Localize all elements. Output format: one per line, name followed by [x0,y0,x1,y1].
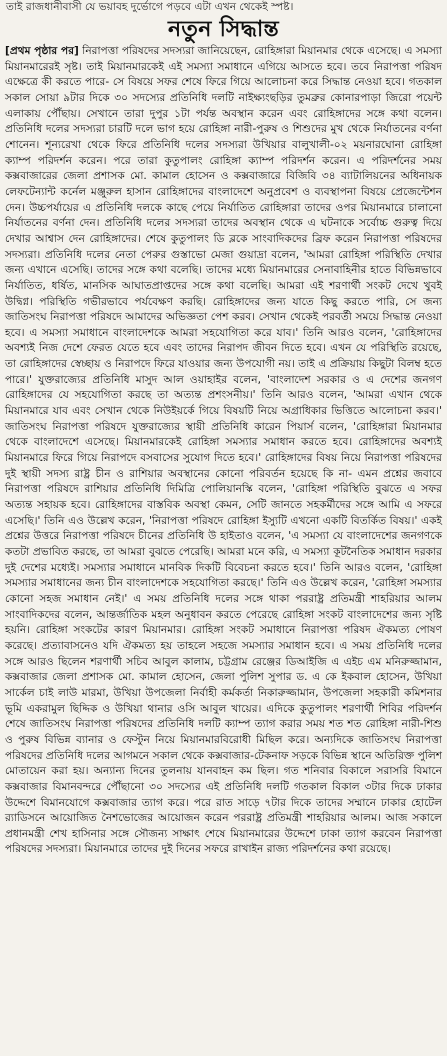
article-body [0,44,447,858]
page-footer-cut [0,1048,447,1056]
paragraph-text: নিরাপত্তা পরিষদের সদস্যরা জানিয়েছেন, রোহিঙ্গারা মিয়ানমার থেকে এসেছে। এ সমস্যা মিয়ানমারেরই সৃষ্ট। তাই মিয়ানমারকেই এই সমস্যা সমাধানে এগিয়ে আসতে হবে। তবে নিরাপত্তা পরিষদ এক্ষেত্রে কী করতে পারে- সে বিষয়ে সফর শেষে ফিরে গিয়ে আলোচনা করে সিদ্ধান্ত নেওয়া হবে। গতকাল সকাল সোয়া ৯টার দিকে ৩০ সদস্যের প্রতিনিধি দলটি নাইক্ষ্যংছড়ির তুমব্রুর কোনারপাড়া জিরো পয়েন্ট এলাকায় পৌঁছায়। সেখানে তারা দুপুর ১টা পর্যন্ত অবস্থান করেন এবং রোহিঙ্গাদের সঙ্গে কথা বলেন। প্রতিনিধি দলের সদস্যরা চারটি দলে ভাগ হয়ে রোহিঙ্গা নারী-পুরুষ ও শিশুদের মুখ থেকে নির্যাতনের বর্ণনা শোনেন। শূন্যরেখা থেকে ফিরে প্রতিনিধি দলের সদস্যরা উখিয়ার বালুখালী-০২ ময়নারঘোনা রোহিঙ্গা ক্যাম্প পরিদর্শন করেন। পরে তারা কুতুপালং রোহিঙ্গা ক্যাম্প পরিদর্শন করেন। এ পরিদর্শনের সময় কক্সবাজারের জেলা প্রশাসক মো. কামাল হোসেন ও কক্সবাজারে বিজিবি ৩৪ ব্যাটালিয়নের অধিনায়ক লেফটেন্যান্ট কর্নেল মঞ্জুরুল হাসান রোহিঙ্গাদের বাংলাদেশে অনুপ্রবেশ ও ব্যবস্থাপনা বিষয়ে প্রেজেন্টেশন দেন। উচ্চপর্যায়ের এ প্রতিনিধি দলকে কাছে পেয়ে নির্যাতিত রোহিঙ্গারা তাদের ওপর মিয়ানমারে চালানো নির্যাতনের বর্ণনা দেন। প্রতিনিধি দলের সদস্যরা তাদের অবস্থান থেকে এ ঘটনাকে সর্বোচ্চ গুরুত্ব দিয়ে দেখার আশ্বাস দেন রোহিঙ্গাদের। শেষে কুতুপালং ডি ব্লকে সাংবাদিকদের ব্রিফ করেন নিরাপত্তা পরিষদের সদস্যরা। প্রতিনিধি দলের নেতা পেরুর গুস্তাভো মেজা গুয়াদ্রা বলেন, 'আমরা রোহিঙ্গা পরিস্থিতি দেখার জন্য এখানে এসেছি। তাদের সঙ্গে কথা বলেছি। তাদের মধ্যে মিয়ানমারের সেনাবাহিনীর হাতে বিভিন্নভাবে নির্যাতিত, ধর্ষিত, মানসিক আঘাতপ্রাপ্তদের সঙ্গে কথা বলেছি। আমরা এই শরণার্থী সংকট দেখে খুবই উদ্বিগ্ন। পরিস্থিতি গভীরভাবে পর্যবেক্ষণ করছি। রোহিঙ্গাদের জন্য যাতে কিছু করতে পারি, সে জন্য জাতিসংঘ নিরাপত্তা পরিষদে আমাদের অভিজ্ঞতা পেশ করব। সেখান থেকেই পরবর্তী সময়ে সিদ্ধান্ত নেওয়া হবে। এ সমস্যা সমাধানে বাংলাদেশকে আমরা সহযোগিতা করে যাব।' তিনি আরও বলেন, 'রোহিঙ্গাদের অবশ্যই নিজ দেশে ফেরত যেতে হবে এবং তাদের নিরাপদ জীবন দিতে হবে। এখন যে পরিস্থিতি রয়েছে, তা রোহিঙ্গাদের স্বেচ্ছায় ও নিরাপদে ফিরে যাওয়ার জন্য উপযোগী নয়। তাই এ প্রক্রিয়ায় কিছুটা বিলম্ব হতে পারে।' যুক্তরাজ্যের প্রতিনিধি মাসুদ আল ওয়াহাইর বলেন, 'বাংলাদেশ সরকার ও এ দেশের জনগণ রোহিঙ্গাদের যে সহযোগিতা করছে তা অত্যন্ত প্রশংসনীয়।' তিনি আরও বলেন, 'আমরা এখান থেকে মিয়ানমারে যাব এবং সেখান থেকে নিউইয়র্কে গিয়ে বিষয়টি নিয়ে অগ্রাধিকার ভিত্তিতে আলোচনা করব।' জাতিসংঘ নিরাপত্তা পরিষদে যুক্তরাজ্যের স্থায়ী প্রতিনিধি কারেন পিয়ার্স বলেন, 'রোহিঙ্গারা মিয়ানমার থেকে বাংলাদেশে এসেছে। মিয়ানমারকেই রোহিঙ্গা সমস্যার সমাধান করতে হবে। রোহিঙ্গাদের অবশ্যই মিয়ানমারে ফিরে গিয়ে নিরাপদে বসবাসের সুযোগ দিতে হবে।' রোহিঙ্গাদের বিষয় নিয়ে নিরাপত্তা পরিষদের দুই স্থায়ী সদস্য রাষ্ট্র চীন ও রাশিয়ার অবস্থানের কোনো পরিবর্তন হয়েছে কি না- এমন প্রশ্নের জবাবে নিরাপত্তা পরিষদে রাশিয়ার প্রতিনিধি দিমিত্রি পোলিয়ানস্কি বলেন, 'রোহিঙ্গা পরিস্থিতি বুঝতে এ সফর অত্যন্ত সহায়ক হবে। রোহিঙ্গাদের বাস্তবিক অবস্থা কেমন, সেটি জানতে সহকর্মীদের সঙ্গে আমি এ সফরে এসেছি।' তিনি এও উল্লেখ করেন, 'নিরাপত্তা পরিষদে রোহিঙ্গা ইস্যুটি এখনো একটি বিতর্কিত বিষয়।' একই প্রশ্নের উত্তরে নিরাপত্তা পরিষদে চীনের প্রতিনিধি উ হাইতাও বলেন, 'এ সমস্যা যে বাংলাদেশের জনগণকে কতটা প্রভাবিত করছে, তা আমরা বুঝতে পেরেছি। আমরা মনে করি, এ সমস্যা কূটনৈতিক সমাধান দরকার দুই দেশের মধ্যেই। সমস্যার সমাধানে মানবিক দিকটি বিবেচনা করতে হবে।' তিনি আরও বলেন, 'রোহিঙ্গা সমস্যার সমাধানের জন্য চীন বাংলাদেশকে সহযোগিতা করছে।' তিনি এও উল্লেখ করেন, 'রোহিঙ্গা সমস্যার কোনো সহজ সমাধান নেই।' এ সময় প্রতিনিধি দলের সঙ্গে থাকা পররাষ্ট্র প্রতিমন্ত্রী শাহরিয়ার আলম সাংবাদিকদের বলেন, আন্তর্জাতিক মহল অনুধাবন করতে পেরেছে রোহিঙ্গা সংকট বাংলাদেশের জন্য সৃষ্টি হয়নি। রোহিঙ্গা সংকটের কারণ মিয়ানমার। রোহিঙ্গা সংকট সমাধানে নিরাপত্তা পরিষদ ঐকমত্য পোষণ করেছে। প্রত্যাবাসনেও যদি ঐকমত্য হয় তাহলে সহজে সমস্যার সমাধান হবে। এ সময় প্রতিনিধি দলের সঙ্গে আরও ছিলেন শরণার্থী সচিব আবুল কালাম, চট্টগ্রাম রেঞ্জের ডিআইজি এ এইচ এম মনিরুজ্জামান, কক্সবাজার জেলা প্রশাসক মো. কামাল হোসেন, জেলা পুলিশ সুপার ড. এ কে ইকবাল হোসেন, উখিয়া সার্কেল চাই লাউ মারমা, উখিয়া উপজেলা নির্বাহী কর্মকর্তা নিকারুজ্জামান, উপজেলা সহকারী কমিশনার ভূমি একরামুল ছিদ্দিক ও উখিয়া থানার ওসি আবুল খায়ের। এদিকে কুতুপালং শরণার্থী শিবির পরিদর্শন শেষে জাতিসংঘ নিরাপত্তা পরিষদের প্রতিনিধি দলটি ক্যাম্প ত্যাগ করার সময় শত শত রোহিঙ্গা নারী-শিশু ও পুরুষ বিভিন্ন ব্যানার ও ফেস্টুন নিয়ে মিয়ানমারবিরোধী মিছিল করে। অন্যদিকে জাতিসংঘ নিরাপত্তা পরিষদের প্রতিনিধি দলের আগমনে সকাল থেকে কক্সবাজার-টেকনাফ সড়কে বিভিন্ন স্থানে অতিরিক্ত পুলিশ মোতায়েন করা হয়। অন্যান্য দিনের তুলনায় যানবাহন কম ছিল। গত শনিবার বিকালে সরাসরি বিমানে কক্সবাজার বিমানবন্দরে পৌঁছানো ৩০ সদস্যের এই প্রতিনিধি দলটি গতকাল বিকাল ৩টার দিকে ঢাকার উদ্দেশে বিমানযোগে কক্সবাজার ত্যাগ করে। পরে রাত সাড়ে ৭টার দিকে তাদের সম্মানে ঢাকার হোটেল র‌্যাডিসনে আয়োজিত নৈশভোজের আয়োজন করেন পররাষ্ট্র প্রতিমন্ত্রী শাহরিয়ার আলম। আজ সকালে প্রধানমন্ত্রী শেখ হাসিনার সঙ্গে সৌজন্য সাক্ষাৎ শেষে মিয়ানমারের উদ্দেশে ঢাকা ত্যাগ করবেন নিরাপত্তা পরিষদের সদস্যরা। মিয়ানমারে তাদের দুই দিনের সফরে রাখাইন রাজ্য পরিদর্শনের কথা রয়েছে। [5,45,442,856]
article-paragraph [5,44,442,858]
previous-article-line: তাই রাজধানীবাসী যে ভয়াবহ দুর্ভোগে পড়বে এটা এখন থেকেই স্পষ্ট। [6,1,294,13]
article-headline: নতুন সিদ্ধান্ত [167,16,280,42]
continuation-reference: [প্রথম পৃষ্ঠার পর] [5,45,79,57]
